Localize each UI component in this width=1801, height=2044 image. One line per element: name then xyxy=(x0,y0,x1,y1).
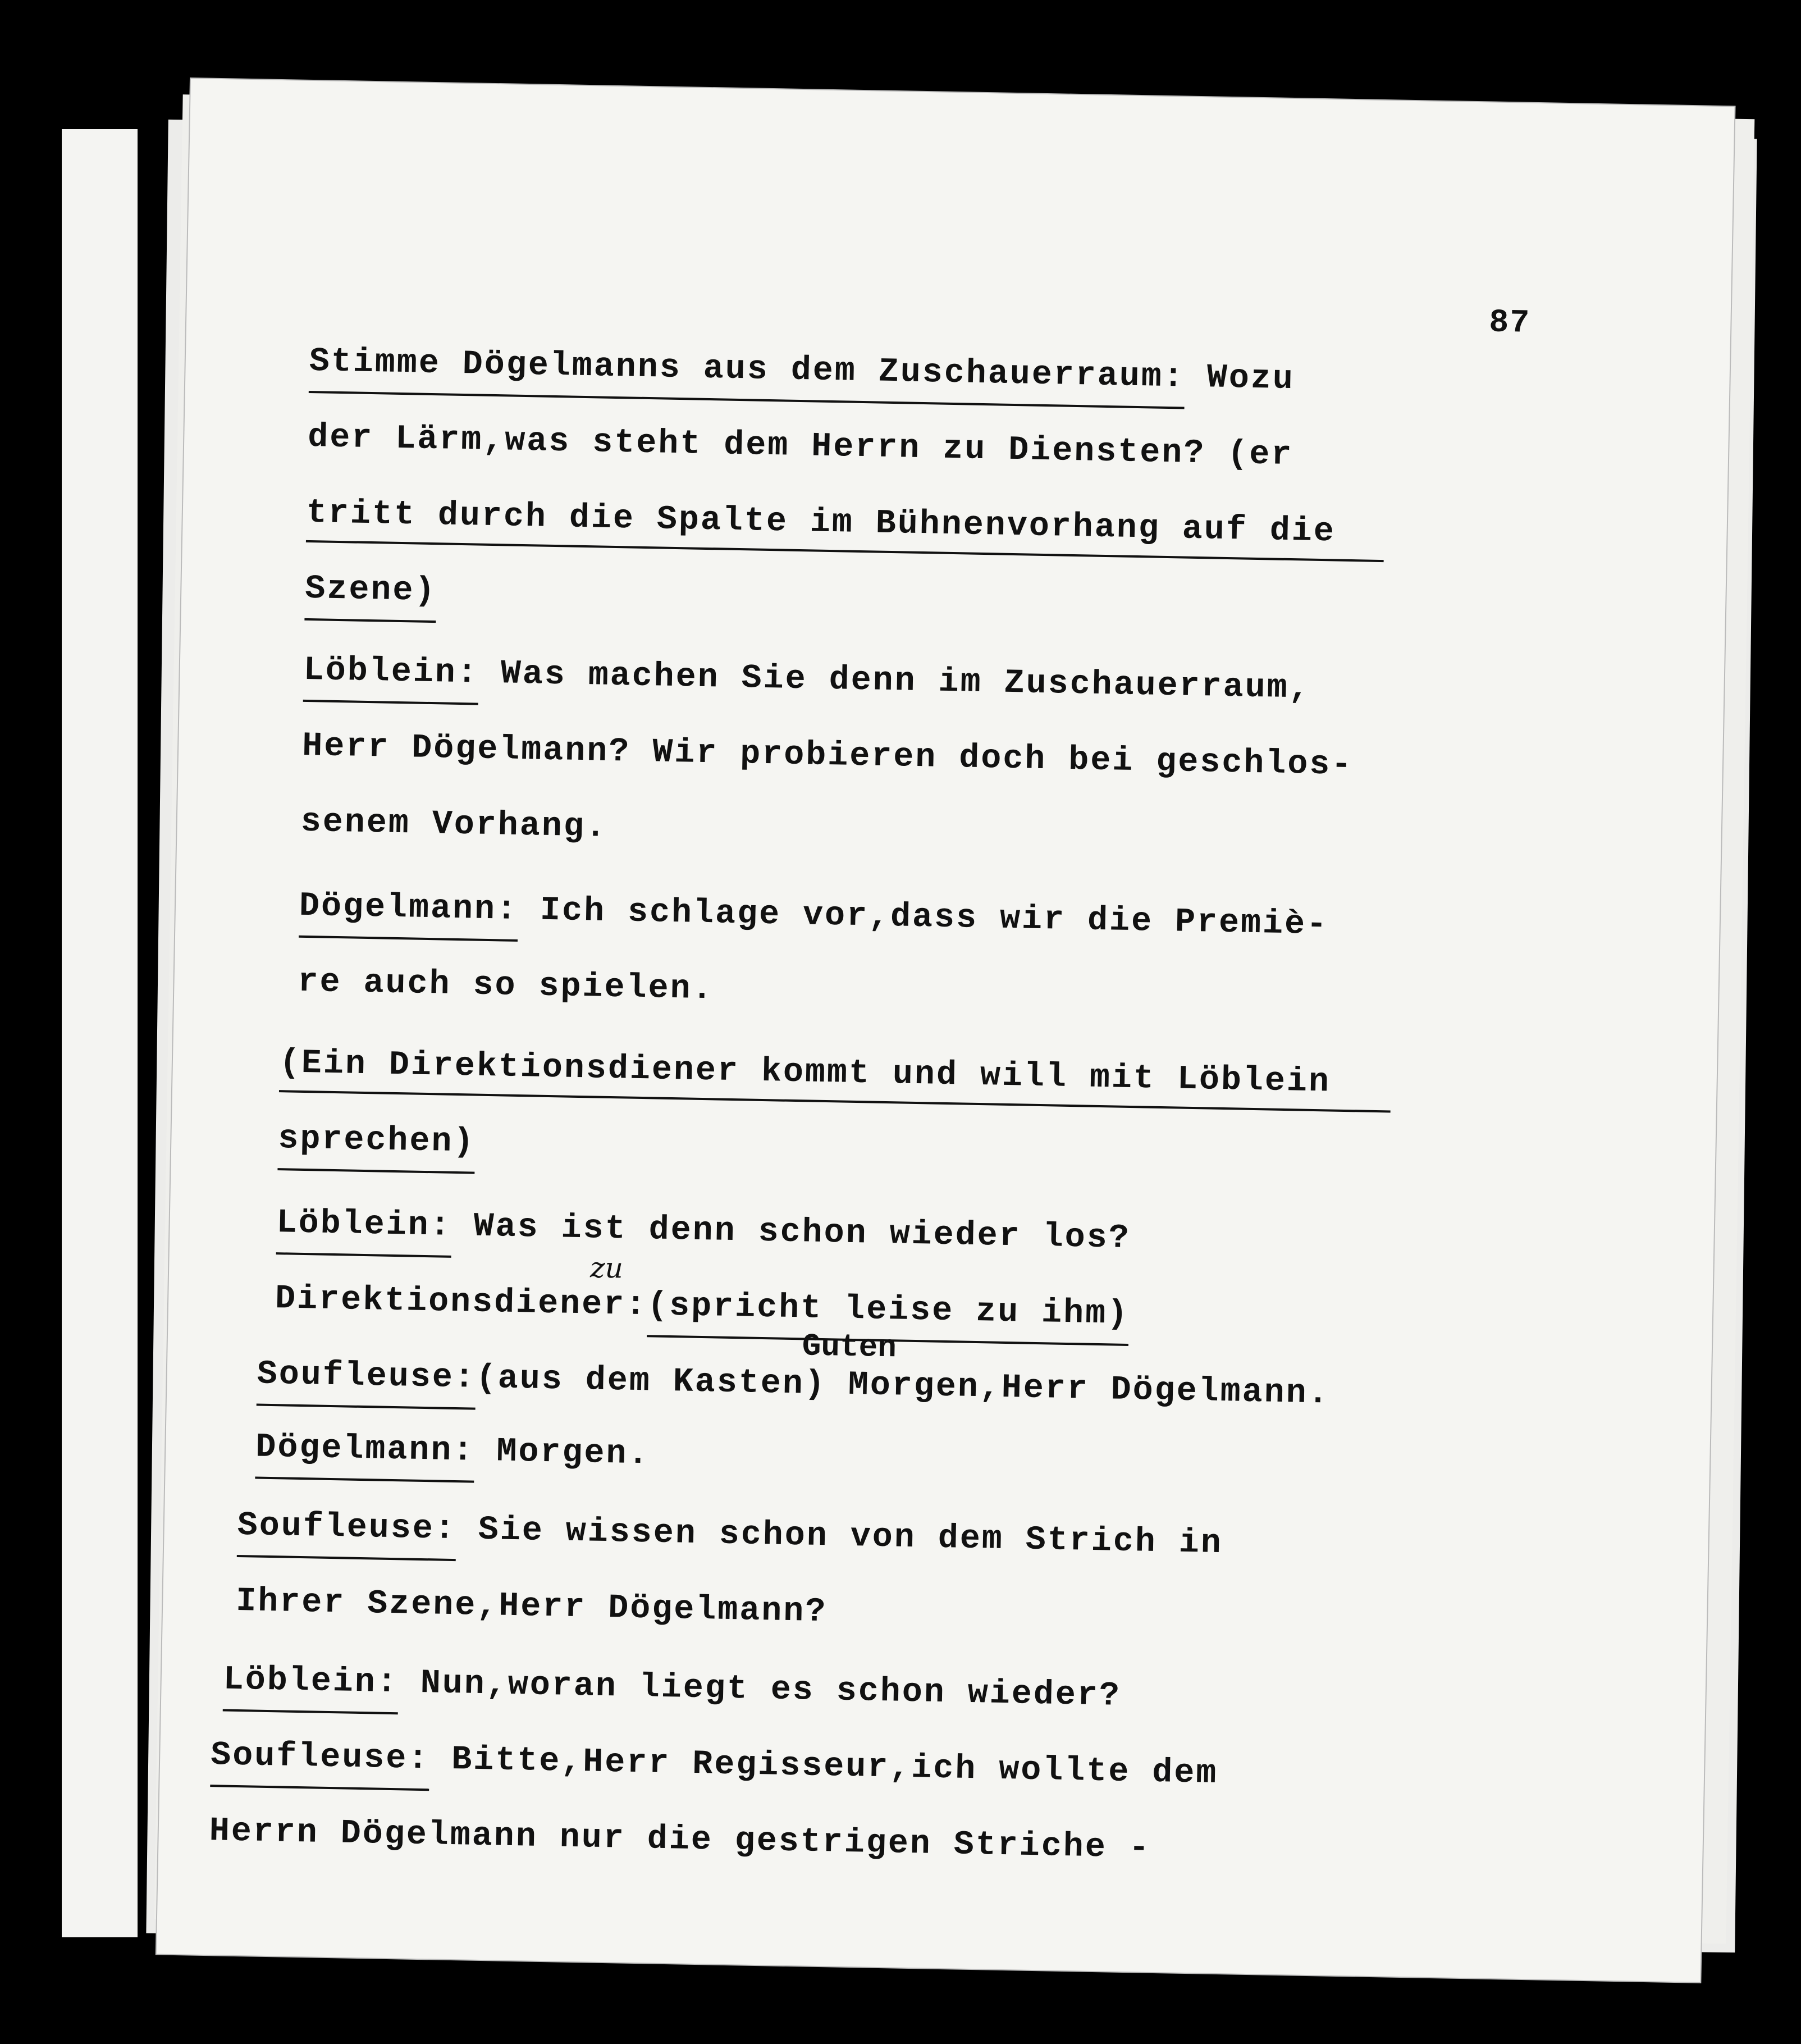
line-text: Sie wissen schon von dem Strich in xyxy=(456,1511,1223,1563)
line-text: senem Vorhang. xyxy=(300,802,608,847)
page-content xyxy=(157,79,1735,1982)
line-text: Was ist denn schon wieder los? xyxy=(451,1207,1131,1258)
script-line xyxy=(300,802,608,847)
script-line xyxy=(255,1428,650,1474)
speaker-label: Soufleuse: xyxy=(237,1507,457,1561)
line-text: Ich schlage vor,dass wir die Premiè- xyxy=(518,891,1329,945)
script-line xyxy=(257,1355,1331,1413)
script-line xyxy=(301,727,1354,785)
script-line xyxy=(297,962,715,1009)
speaker-label: Dögelmann: xyxy=(299,887,519,942)
script-line xyxy=(275,1280,1130,1334)
script-line xyxy=(307,418,1293,475)
speaker-label: Stimme Dögelmanns aus dem Zuschauerraum: xyxy=(309,343,1186,409)
line-text: der Lärm,was steht dem Herrn zu Diensten? (er xyxy=(307,418,1293,475)
speaker-label: Löblein: xyxy=(303,651,479,705)
script-line xyxy=(210,1736,1218,1794)
handwritten-correction: zu xyxy=(589,1251,624,1285)
line-text: Herr Dögelmann? Wir probieren doch bei geschlos- xyxy=(301,727,1354,785)
line-text: Wozu xyxy=(1185,358,1295,399)
speaker-label: Dögelmann: xyxy=(255,1429,475,1483)
page-number: 87 xyxy=(1488,304,1531,342)
line-text: Was machen Sie denn im Zuschauerraum, xyxy=(478,654,1311,708)
handwritten-insert: Guten xyxy=(802,1328,897,1366)
speaker-label: Löblein: xyxy=(276,1204,452,1258)
speaker-label: Soufleuse: xyxy=(210,1736,430,1791)
speaker-label: Löblein: xyxy=(223,1661,399,1715)
script-line xyxy=(276,1206,1131,1256)
line-text: (aus dem Kasten) Morgen,Herr Dögelmann. xyxy=(476,1359,1331,1413)
line-text: tritt durch die Spalte im Bühnenvorhang auf die xyxy=(306,494,1336,551)
line-text: Bitte,Herr Regisseur,ich wollte dem xyxy=(429,1740,1218,1794)
line-text: (spricht leise zu ihm) xyxy=(647,1286,1130,1346)
line-text: Nun,woran liegt es schon wieder? xyxy=(398,1664,1122,1716)
typewritten-page xyxy=(157,79,1735,1982)
script-line xyxy=(235,1582,828,1632)
script-line xyxy=(299,887,1329,945)
stage-direction-line xyxy=(279,1046,1391,1112)
line-text: sprechen) xyxy=(277,1120,476,1174)
speaker-label: Direktionsdiener: xyxy=(275,1280,648,1325)
script-line xyxy=(309,342,1295,399)
script-line xyxy=(223,1660,1122,1716)
line-text: Szene) xyxy=(304,570,437,623)
line-text: Ihrer Szene,Herr Dögelmann? xyxy=(235,1582,828,1632)
script-line xyxy=(304,569,437,611)
script-line xyxy=(237,1506,1223,1563)
stage-direction-line xyxy=(277,1120,476,1162)
line-text: (Ein Direktionsdiener kommt und will mit Löblein xyxy=(279,1044,1331,1102)
back-sheet-left xyxy=(62,129,138,1937)
speaker-label: Soufleuse: xyxy=(257,1356,477,1410)
script-line xyxy=(209,1812,1151,1868)
line-text: Herrn Dögelmann nur die gestrigen Striche - xyxy=(209,1812,1151,1868)
script-line xyxy=(303,651,1311,708)
line-text: re auch so spielen. xyxy=(297,962,715,1009)
line-text: Morgen. xyxy=(474,1432,650,1474)
script-line xyxy=(306,496,1384,562)
